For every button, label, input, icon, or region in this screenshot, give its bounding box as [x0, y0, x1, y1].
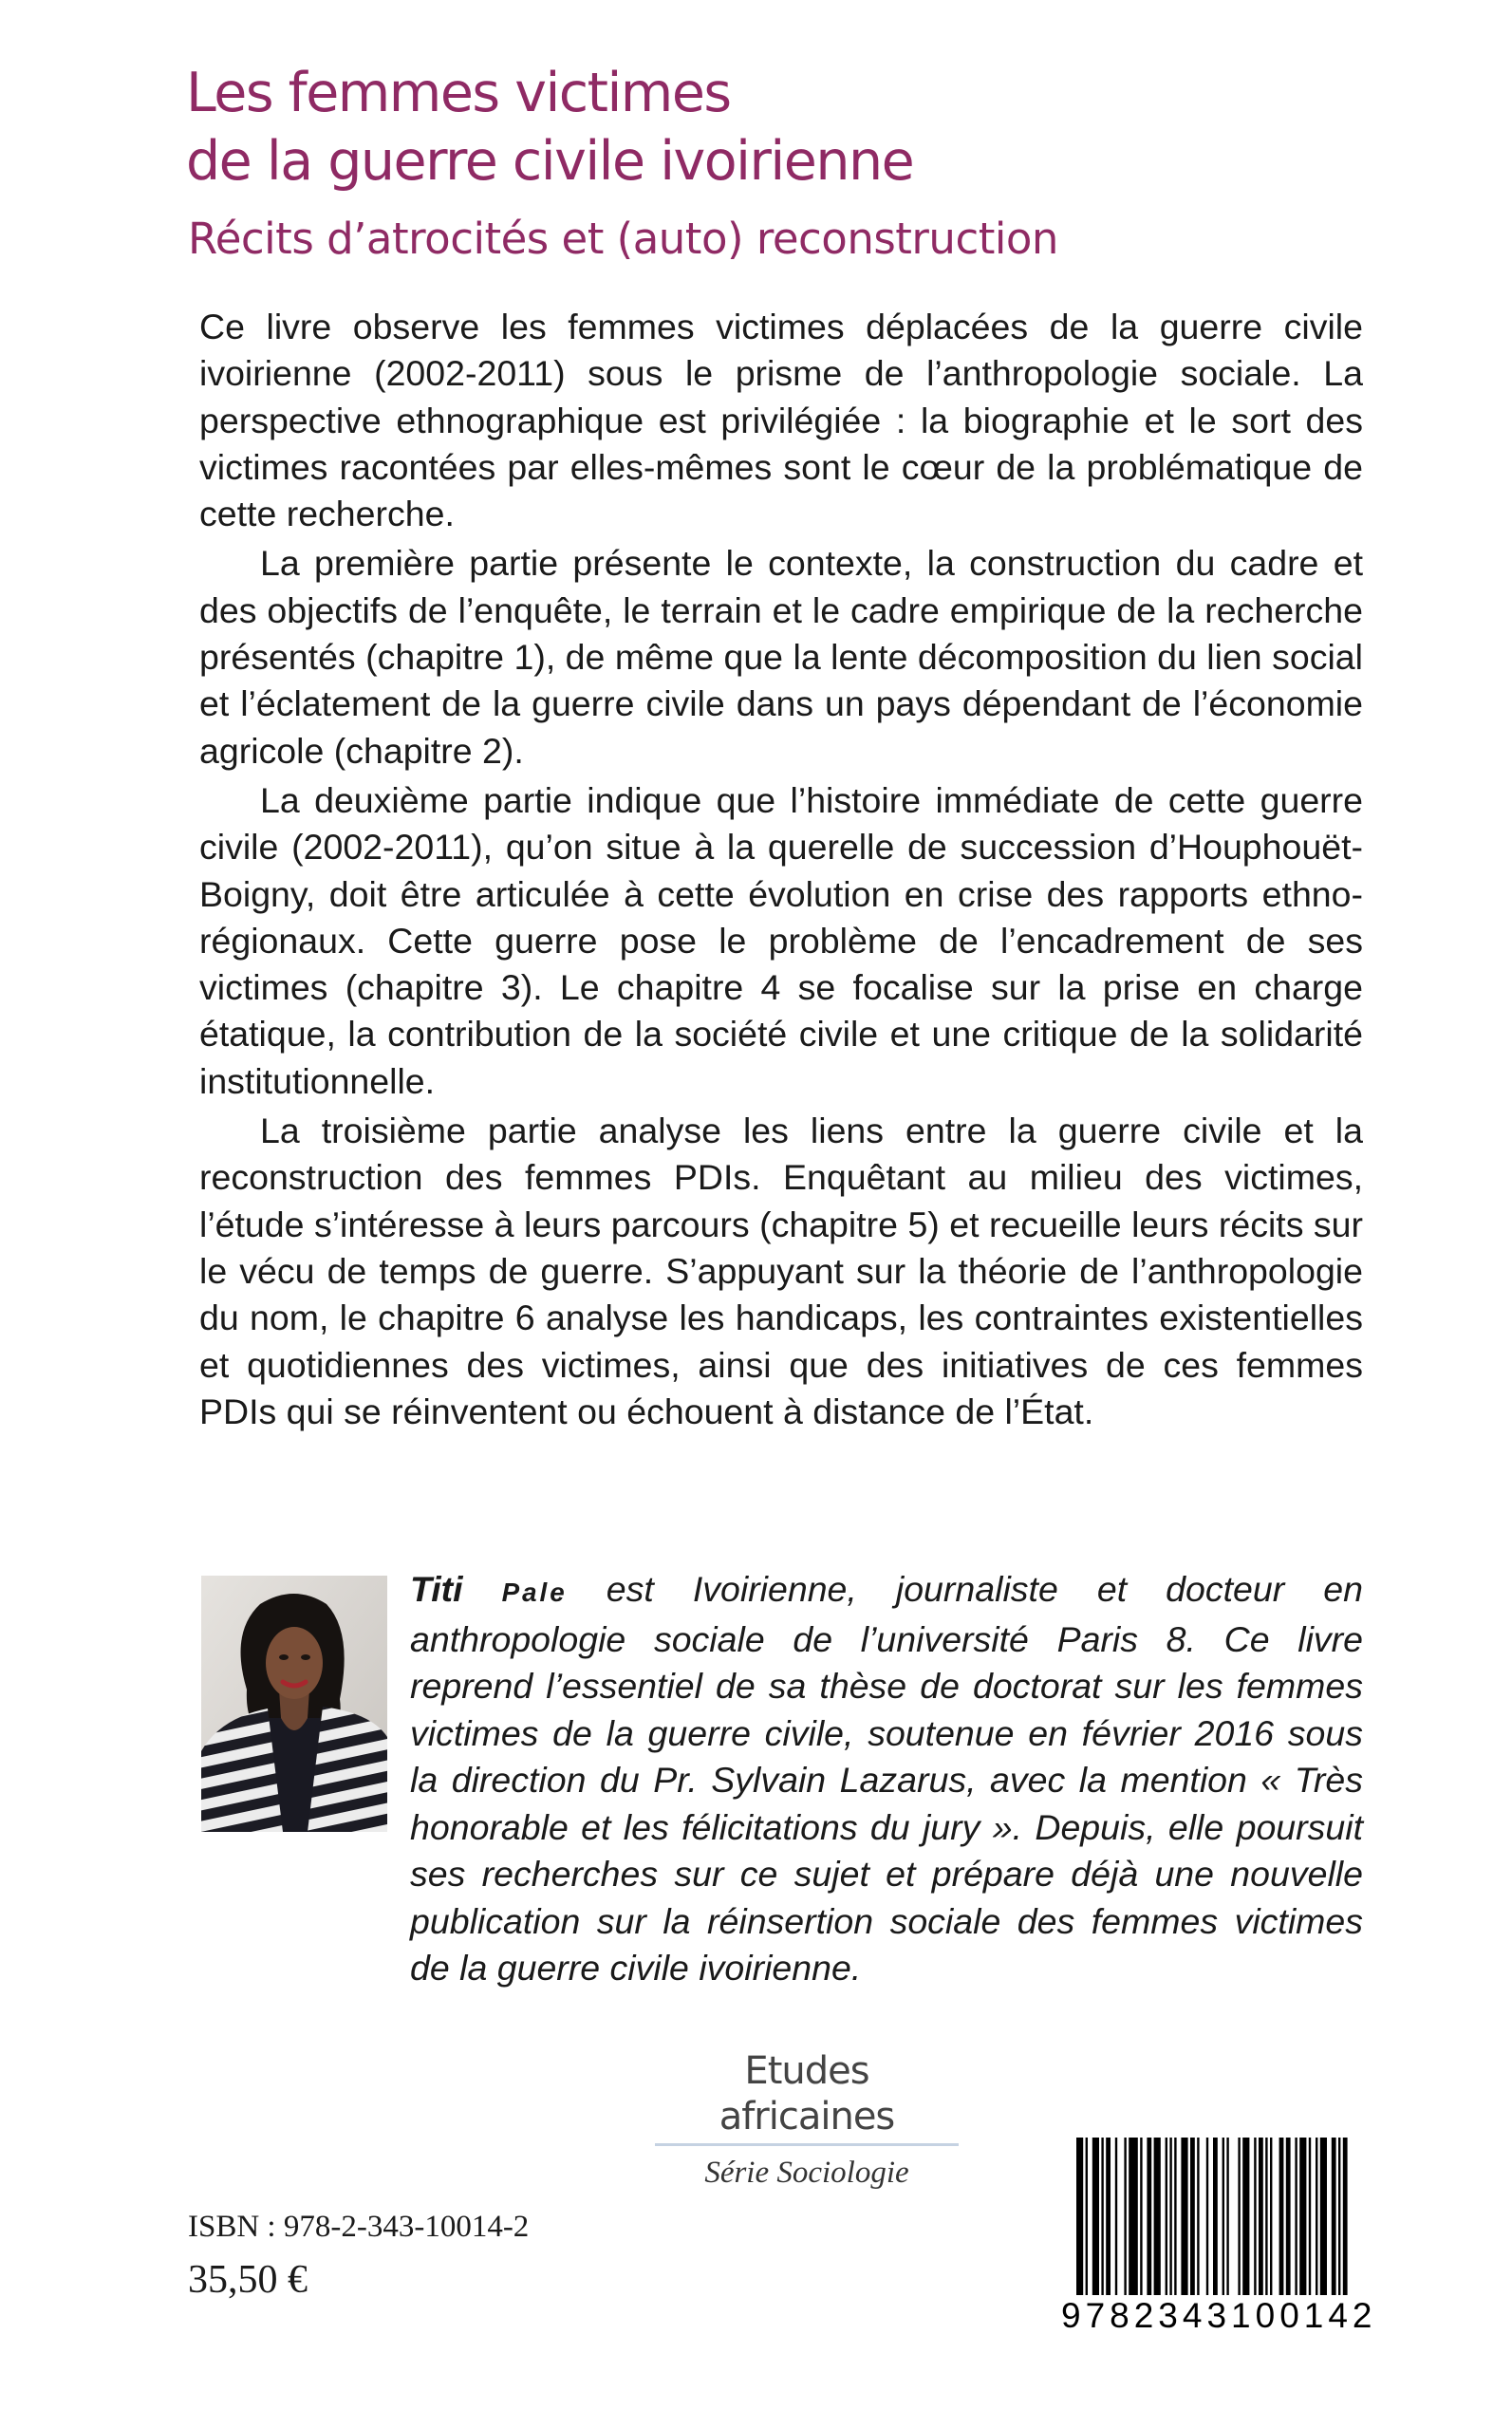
barcode-bar [1279, 2138, 1284, 2318]
collection-series: Série Sociologie [704, 2156, 909, 2190]
barcode-bar [1086, 2138, 1088, 2318]
barcode-bar [1169, 2138, 1171, 2318]
barcode-bar [1320, 2138, 1327, 2318]
author-last-name: Pale [501, 1578, 568, 1607]
barcode-bar [1286, 2138, 1291, 2318]
barcode-bar [1129, 2138, 1138, 2318]
barcode-bar [1140, 2138, 1142, 2318]
blurb-paragraph-4: La troisième partie analyse les liens entre la guerre civile et la reconstruction des femmes PDIs. Enquêtant au milieu des victimes, l’étude s’intéresse à leurs parcours (chapitre 5) et recueille leurs récits sur le vécu de temps de guerre. S’appuyant sur la théorie de l’anthropologie du nom, le chapitre 6 analyse les handicaps, les contraintes existentielles et quotidiennes des victimes, ainsi que des initiatives de ces femmes PDIs qui se réinventent ou échouent à distance de l’État. [199, 1111, 1363, 1431]
barcode-bar [1343, 2138, 1348, 2318]
author-name [410, 1569, 568, 1609]
barcode-bar [1254, 2138, 1256, 2318]
barcode-bar [1242, 2138, 1249, 2318]
blurb-paragraph-1: Ce livre observe les femmes victimes déplacées de la guerre civile ivoirienne (2002-2011) sous le prisme de l’anthropologie sociale. La perspective ethnographique est privilégiée : la biographie et le sort des victimes racontées par elles-mêmes sont le cœur de la problématique de cette recherche. [199, 307, 1363, 534]
barcode-bar [1101, 2138, 1103, 2318]
barcode-bar [1299, 2138, 1306, 2318]
barcode-bar [1206, 2138, 1208, 2318]
collection-name: Etudes africaines [719, 2049, 895, 2138]
barcode-bar [1147, 2138, 1151, 2318]
author-photo [201, 1576, 387, 1832]
barcode-bar [1154, 2138, 1161, 2318]
book-title [186, 59, 1325, 196]
barcode-bar [1223, 2138, 1224, 2318]
book-subtitle: Récits d’atrocités et (auto) reconstruction [188, 214, 1058, 264]
barcode-bar [1270, 2138, 1272, 2318]
barcode-bar [1295, 2138, 1297, 2318]
price: 35,50 € [188, 2258, 308, 2302]
barcode-bar [1106, 2138, 1111, 2318]
author-bio-text: est Ivoirienne, journaliste et docteur en anthropologie sociale de l’université Paris 8. Ce livre reprend l’essentiel de sa thèse de doctorat sur les femmes victimes de la guerre civile, soutenue en février 2016 sous la direction du Pr. Sylvain Lazarus, avec la mention « Très honorable et les félicitations du jury ». Depuis, elle poursuit ses recherches sur ce sujet et prépare déjà une nouvelle publication sur la réinsertion sociale des femmes victimes de la guerre civile ivoirienne. [410, 1569, 1363, 1988]
blurb-paragraph-3: La deuxième partie indique que l’histoire immédiate de cette guerre civile (2002-2011), qu’on situe à la querelle de succession d’Houphouët-Boigny, doit être articulée à cette évolution en crise des rapports ethno-régionaux. Cette guerre pose le problème de l’encadrement de ses victimes (chapitre 3). Le chapitre 4 se focalise sur la prise en charge étatique, la contribution de la société civile et une critique de la solidarité institutionnelle. [199, 779, 1363, 1101]
isbn: ISBN : 978-2-343-10014-2 [188, 2210, 530, 2244]
collection-label [655, 2048, 959, 2192]
barcode-bar [1259, 2138, 1263, 2318]
barcode-bar [1181, 2138, 1187, 2318]
author-first-name: Titi [410, 1569, 463, 1609]
author-bio [410, 1566, 1363, 1992]
blurb-paragraph-2: La première partie présente le contexte, la construction du cadre et des objectifs de l’enquête, le terrain et le cadre empirique de la recherche présentés (chapitre 1), de même que la lente décomposition du lien social et l’éclatement de la guerre civile dans un pays dépendant de l’économie agricole (chapitre 2). [199, 543, 1363, 771]
title-line-1: Les femmes victimes [186, 62, 731, 124]
barcode-bar [1316, 2138, 1317, 2318]
barcode-bar [1190, 2138, 1195, 2318]
barcode-bar [1238, 2138, 1240, 2318]
barcode-bar [1197, 2138, 1199, 2318]
barcode-bar [1166, 2138, 1167, 2318]
barcode-bar [1226, 2138, 1228, 2318]
blurb [199, 304, 1363, 1438]
barcode-bar [1213, 2138, 1218, 2318]
barcode-bar [1115, 2138, 1117, 2318]
barcode-bar [1332, 2138, 1336, 2318]
barcode-bar [1265, 2138, 1267, 2318]
collection-divider [655, 2143, 959, 2146]
barcode-bar [1092, 2138, 1099, 2318]
title-line-2: de la guerre civile ivoirienne [186, 130, 914, 193]
barcode-bar [1174, 2138, 1176, 2318]
barcode-bar [1338, 2138, 1340, 2318]
barcode-bar [1309, 2138, 1311, 2318]
barcode-digits: 9782343100142 [1061, 2296, 1377, 2335]
barcode-bar [1124, 2138, 1126, 2318]
author-portrait-image [201, 1576, 387, 1832]
barcode-bar [1076, 2138, 1083, 2318]
